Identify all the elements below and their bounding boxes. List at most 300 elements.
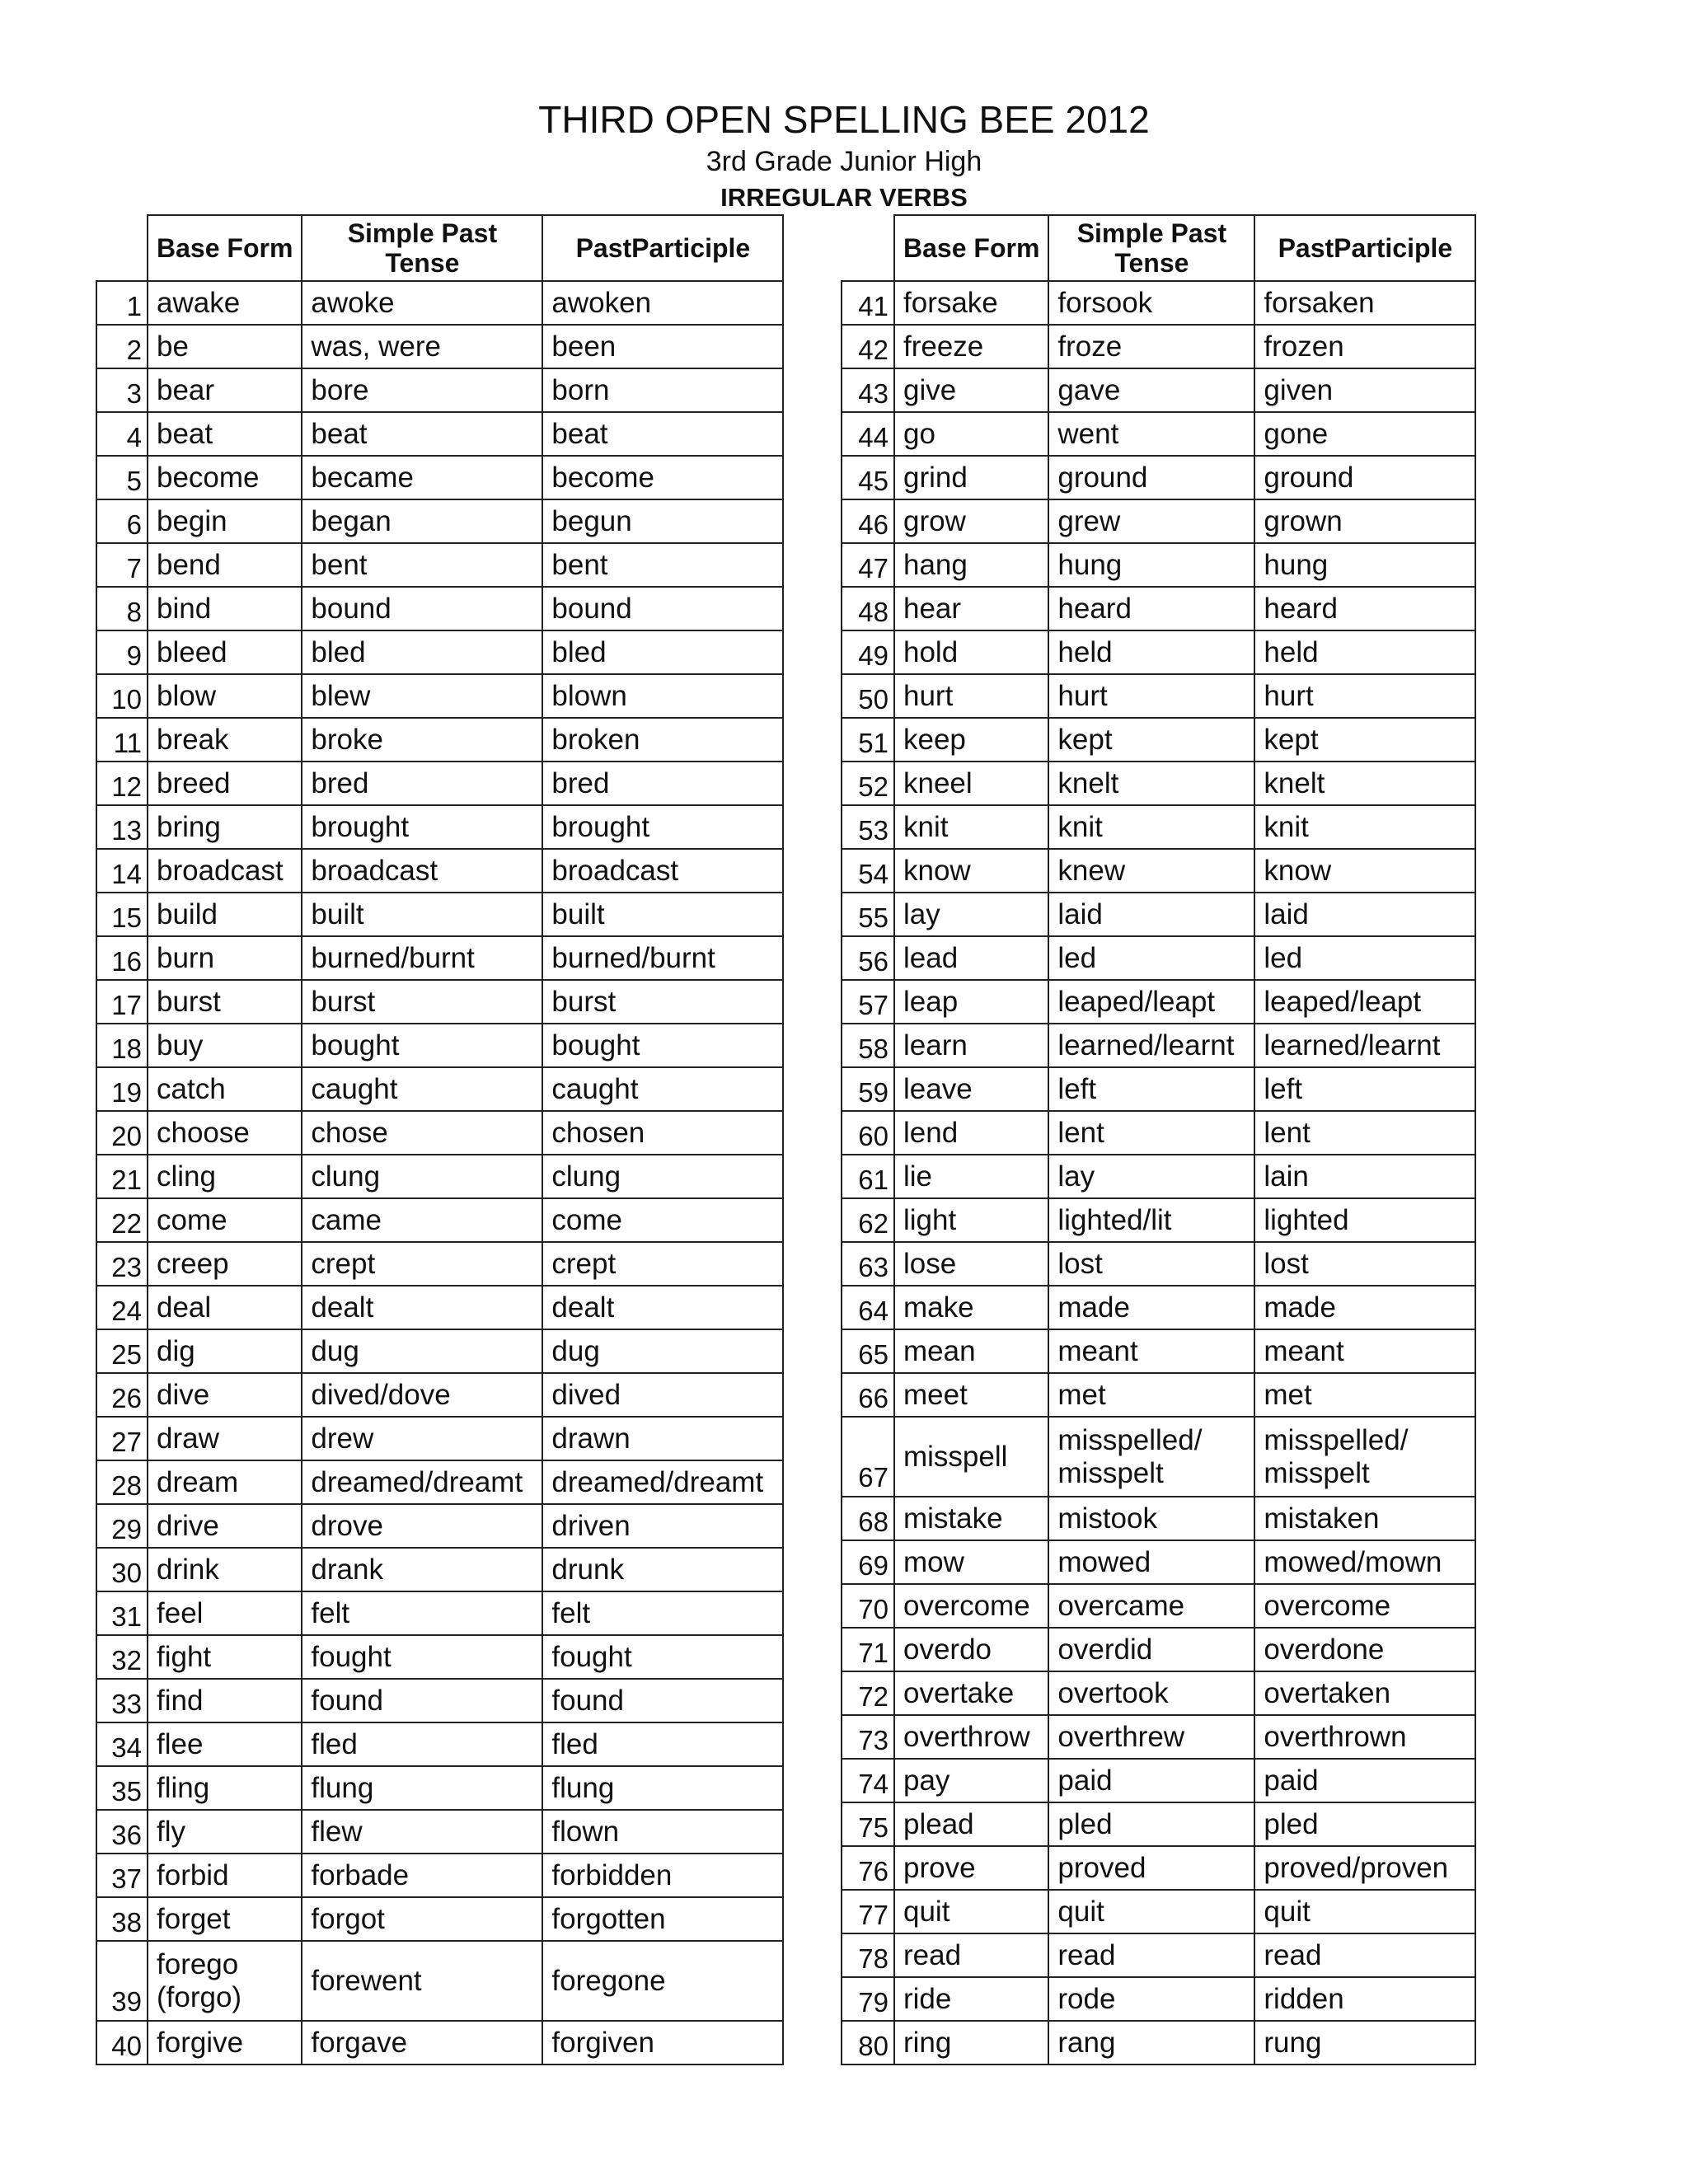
row-number: 29 xyxy=(96,1504,148,1548)
row-number: 13 xyxy=(96,805,148,849)
past-participle-cell: felt xyxy=(542,1591,783,1635)
simple-past-cell: left xyxy=(1048,1067,1254,1111)
table-row xyxy=(842,1846,1475,1890)
base-form-cell: begin xyxy=(148,499,302,543)
simple-past-cell: burned/burnt xyxy=(302,936,542,980)
row-number: 19 xyxy=(96,1067,148,1111)
row-number: 37 xyxy=(96,1854,148,1897)
base-form-cell: flee xyxy=(148,1722,302,1766)
past-participle-cell: bent xyxy=(542,543,783,587)
simple-past-cell: proved xyxy=(1048,1846,1254,1890)
simple-past-cell: knit xyxy=(1048,805,1254,849)
past-participle-cell: knit xyxy=(1254,805,1475,849)
table-row xyxy=(96,1854,783,1897)
simple-past-cell: dealt xyxy=(302,1286,542,1329)
simple-past-cell: bent xyxy=(302,543,542,587)
row-number: 5 xyxy=(96,456,148,499)
row-number: 73 xyxy=(842,1715,894,1759)
row-number: 1 xyxy=(96,281,148,325)
past-participle-cell: fought xyxy=(542,1635,783,1679)
row-number: 2 xyxy=(96,325,148,368)
past-participle-cell: bred xyxy=(542,762,783,805)
table-row xyxy=(96,674,783,718)
table-row xyxy=(96,2021,783,2064)
simple-past-header: Simple Past Tense xyxy=(1048,215,1254,281)
past-participle-cell: heard xyxy=(1254,587,1475,630)
table-row xyxy=(96,980,783,1024)
table-row xyxy=(842,1417,1475,1497)
base-form-header: Base Form xyxy=(894,215,1048,281)
table-row xyxy=(96,1548,783,1591)
past-participle-cell: burned/burnt xyxy=(542,936,783,980)
past-participle-cell: become xyxy=(542,456,783,499)
base-form-cell: dream xyxy=(148,1460,302,1504)
simple-past-cell: broadcast xyxy=(302,849,542,893)
table-row xyxy=(842,499,1475,543)
row-number: 54 xyxy=(842,849,894,893)
row-number: 55 xyxy=(842,893,894,936)
past-participle-cell: lighted xyxy=(1254,1198,1475,1242)
table-row xyxy=(842,762,1475,805)
table-row xyxy=(842,1584,1475,1628)
base-form-cell: ring xyxy=(894,2021,1048,2064)
base-form-cell: find xyxy=(148,1679,302,1722)
table-row xyxy=(842,587,1475,630)
row-number: 18 xyxy=(96,1024,148,1067)
table-row xyxy=(96,630,783,674)
past-participle-cell: mistaken xyxy=(1254,1497,1475,1540)
base-form-cell: forbid xyxy=(148,1854,302,1897)
table-row xyxy=(96,1373,783,1417)
simple-past-cell: lent xyxy=(1048,1111,1254,1155)
past-participle-cell: made xyxy=(1254,1286,1475,1329)
past-participle-cell: overthrown xyxy=(1254,1715,1475,1759)
past-participle-cell: fled xyxy=(542,1722,783,1766)
base-form-cell: be xyxy=(148,325,302,368)
simple-past-cell: awoke xyxy=(302,281,542,325)
base-form-cell: knit xyxy=(894,805,1048,849)
row-number: 23 xyxy=(96,1242,148,1286)
base-form-cell: go xyxy=(894,412,1048,456)
simple-past-cell: paid xyxy=(1048,1759,1254,1802)
past-participle-cell: knelt xyxy=(1254,762,1475,805)
past-participle-cell: know xyxy=(1254,849,1475,893)
table-row xyxy=(96,1024,783,1067)
table-row xyxy=(842,2021,1475,2064)
simple-past-cell: misspelled/ misspelt xyxy=(1048,1417,1254,1497)
row-number: 40 xyxy=(96,2021,148,2064)
simple-past-cell: gave xyxy=(1048,368,1254,412)
table-row xyxy=(842,1802,1475,1846)
row-number: 33 xyxy=(96,1679,148,1722)
simple-past-cell: fled xyxy=(302,1722,542,1766)
table-row xyxy=(96,368,783,412)
past-participle-cell: broken xyxy=(542,718,783,762)
row-number: 78 xyxy=(842,1933,894,1977)
past-participle-cell: clung xyxy=(542,1155,783,1198)
row-number: 38 xyxy=(96,1897,148,1941)
base-form-cell: light xyxy=(894,1198,1048,1242)
table-row xyxy=(96,1111,783,1155)
past-participle-cell: mowed/mown xyxy=(1254,1540,1475,1584)
past-participle-cell: awoken xyxy=(542,281,783,325)
simple-past-cell: bred xyxy=(302,762,542,805)
table-row xyxy=(96,587,783,630)
table-header-row xyxy=(842,215,1475,281)
base-form-header: Base Form xyxy=(148,215,302,281)
table-row xyxy=(96,543,783,587)
row-number: 64 xyxy=(842,1286,894,1329)
row-number: 51 xyxy=(842,718,894,762)
simple-past-cell: bled xyxy=(302,630,542,674)
base-form-cell: ride xyxy=(894,1977,1048,2021)
simple-past-cell: forsook xyxy=(1048,281,1254,325)
row-number: 6 xyxy=(96,499,148,543)
past-participle-cell: crept xyxy=(542,1242,783,1286)
base-form-cell: grow xyxy=(894,499,1048,543)
past-participle-cell: frozen xyxy=(1254,325,1475,368)
table-row xyxy=(96,325,783,368)
verbs-table-right xyxy=(841,214,1476,2065)
past-participle-cell: met xyxy=(1254,1373,1475,1417)
table-row xyxy=(842,1933,1475,1977)
simple-past-cell: knew xyxy=(1048,849,1254,893)
simple-past-cell: knelt xyxy=(1048,762,1254,805)
row-number: 35 xyxy=(96,1766,148,1810)
page-subtitle: 3rd Grade Junior High xyxy=(706,146,982,177)
row-number: 80 xyxy=(842,2021,894,2064)
past-participle-cell: grown xyxy=(1254,499,1475,543)
table-row xyxy=(842,325,1475,368)
row-number: 59 xyxy=(842,1067,894,1111)
verbs-table-right-body xyxy=(842,281,1475,2064)
past-participle-cell: flown xyxy=(542,1810,783,1854)
simple-past-cell: clung xyxy=(302,1155,542,1198)
table-row xyxy=(842,1715,1475,1759)
past-participle-cell: beat xyxy=(542,412,783,456)
base-form-cell: kneel xyxy=(894,762,1048,805)
table-row xyxy=(842,893,1475,936)
row-number: 4 xyxy=(96,412,148,456)
base-form-cell: leap xyxy=(894,980,1048,1024)
table-row xyxy=(842,1286,1475,1329)
verbs-table-left-body xyxy=(96,281,783,2064)
row-number: 79 xyxy=(842,1977,894,2021)
past-participle-cell: lost xyxy=(1254,1242,1475,1286)
past-participle-cell: ground xyxy=(1254,456,1475,499)
simple-past-cell: burst xyxy=(302,980,542,1024)
simple-past-cell: pled xyxy=(1048,1802,1254,1846)
base-form-cell: forego (forgo) xyxy=(148,1941,302,2021)
table-row xyxy=(842,1111,1475,1155)
simple-past-cell: made xyxy=(1048,1286,1254,1329)
table-row xyxy=(96,1242,783,1286)
row-number: 52 xyxy=(842,762,894,805)
simple-past-cell: fought xyxy=(302,1635,542,1679)
past-participle-cell: lent xyxy=(1254,1111,1475,1155)
verbs-table-left xyxy=(96,214,784,2065)
row-number: 3 xyxy=(96,368,148,412)
past-participle-cell: dived xyxy=(542,1373,783,1417)
row-number: 32 xyxy=(96,1635,148,1679)
table-header-row xyxy=(96,215,783,281)
past-participle-cell: begun xyxy=(542,499,783,543)
table-row xyxy=(96,1286,783,1329)
row-number: 31 xyxy=(96,1591,148,1635)
row-number: 17 xyxy=(96,980,148,1024)
past-participle-cell: hung xyxy=(1254,543,1475,587)
row-number: 60 xyxy=(842,1111,894,1155)
page-title: THIRD OPEN SPELLING BEE 2012 xyxy=(538,98,1150,141)
past-participle-cell: rung xyxy=(1254,2021,1475,2064)
past-participle-cell: quit xyxy=(1254,1890,1475,1933)
base-form-cell: grind xyxy=(894,456,1048,499)
past-participle-cell: bought xyxy=(542,1024,783,1067)
base-form-cell: lend xyxy=(894,1111,1048,1155)
base-form-cell: fight xyxy=(148,1635,302,1679)
simple-past-cell: dived/dove xyxy=(302,1373,542,1417)
simple-past-cell: dreamed/dreamt xyxy=(302,1460,542,1504)
simple-past-cell: froze xyxy=(1048,325,1254,368)
table-row xyxy=(842,1024,1475,1067)
table-row xyxy=(842,1540,1475,1584)
simple-past-cell: hurt xyxy=(1048,674,1254,718)
past-participle-cell: overcome xyxy=(1254,1584,1475,1628)
base-form-cell: bind xyxy=(148,587,302,630)
base-form-cell: blow xyxy=(148,674,302,718)
row-number: 21 xyxy=(96,1155,148,1198)
simple-past-cell: was, were xyxy=(302,325,542,368)
row-number: 22 xyxy=(96,1198,148,1242)
base-form-cell: buy xyxy=(148,1024,302,1067)
past-participle-cell: forbidden xyxy=(542,1854,783,1897)
past-participle-cell: built xyxy=(542,893,783,936)
table-row xyxy=(842,1242,1475,1286)
base-form-cell: hear xyxy=(894,587,1048,630)
past-participle-cell: overdone xyxy=(1254,1628,1475,1671)
past-participle-cell: caught xyxy=(542,1067,783,1111)
row-number: 62 xyxy=(842,1198,894,1242)
table-row xyxy=(842,849,1475,893)
simple-past-cell: lighted/lit xyxy=(1048,1198,1254,1242)
past-participle-cell: dreamed/dreamt xyxy=(542,1460,783,1504)
row-number: 30 xyxy=(96,1548,148,1591)
simple-past-cell: caught xyxy=(302,1067,542,1111)
row-number: 34 xyxy=(96,1722,148,1766)
table-row xyxy=(842,412,1475,456)
table-row xyxy=(842,805,1475,849)
simple-past-cell: bound xyxy=(302,587,542,630)
row-number: 76 xyxy=(842,1846,894,1890)
simple-past-cell: laid xyxy=(1048,893,1254,936)
row-number: 41 xyxy=(842,281,894,325)
table-row xyxy=(96,499,783,543)
base-form-cell: choose xyxy=(148,1111,302,1155)
base-form-cell: forsake xyxy=(894,281,1048,325)
past-participle-cell: lain xyxy=(1254,1155,1475,1198)
simple-past-cell: held xyxy=(1048,630,1254,674)
row-number: 45 xyxy=(842,456,894,499)
simple-past-cell: heard xyxy=(1048,587,1254,630)
section-heading: IRREGULAR VERBS xyxy=(720,183,968,212)
table-row xyxy=(96,1722,783,1766)
table-row xyxy=(96,762,783,805)
base-form-cell: mistake xyxy=(894,1497,1048,1540)
past-participle-cell: ridden xyxy=(1254,1977,1475,2021)
simple-past-cell: read xyxy=(1048,1933,1254,1977)
simple-past-cell: drew xyxy=(302,1417,542,1460)
row-number: 56 xyxy=(842,936,894,980)
base-form-cell: give xyxy=(894,368,1048,412)
simple-past-cell: hung xyxy=(1048,543,1254,587)
row-number: 36 xyxy=(96,1810,148,1854)
simple-past-cell: flung xyxy=(302,1766,542,1810)
base-form-cell: lay xyxy=(894,893,1048,936)
table-row xyxy=(842,281,1475,325)
table-row xyxy=(842,1198,1475,1242)
base-form-cell: bleed xyxy=(148,630,302,674)
row-number: 39 xyxy=(96,1941,148,2021)
simple-past-cell: forgave xyxy=(302,2021,542,2064)
row-number: 69 xyxy=(842,1540,894,1584)
base-form-cell: plead xyxy=(894,1802,1048,1846)
simple-past-cell: built xyxy=(302,893,542,936)
table-row xyxy=(96,1897,783,1941)
base-form-cell: mow xyxy=(894,1540,1048,1584)
base-form-cell: feel xyxy=(148,1591,302,1635)
row-number: 26 xyxy=(96,1373,148,1417)
table-row xyxy=(842,1497,1475,1540)
table-row xyxy=(96,1417,783,1460)
table-row xyxy=(842,630,1475,674)
simple-past-cell: overdid xyxy=(1048,1628,1254,1671)
base-form-cell: drive xyxy=(148,1504,302,1548)
row-number: 25 xyxy=(96,1329,148,1373)
past-participle-cell: flung xyxy=(542,1766,783,1810)
simple-past-cell: met xyxy=(1048,1373,1254,1417)
row-number: 50 xyxy=(842,674,894,718)
table-row xyxy=(842,1329,1475,1373)
base-form-cell: keep xyxy=(894,718,1048,762)
base-form-cell: overthrow xyxy=(894,1715,1048,1759)
simple-past-cell: bore xyxy=(302,368,542,412)
past-participle-cell: burst xyxy=(542,980,783,1024)
row-number: 48 xyxy=(842,587,894,630)
past-participle-cell: overtaken xyxy=(1254,1671,1475,1715)
base-form-cell: mean xyxy=(894,1329,1048,1373)
past-participle-cell: given xyxy=(1254,368,1475,412)
table-row xyxy=(96,718,783,762)
past-participle-cell: foregone xyxy=(542,1941,783,2021)
row-number: 7 xyxy=(96,543,148,587)
simple-past-cell: drove xyxy=(302,1504,542,1548)
row-number: 57 xyxy=(842,980,894,1024)
past-participle-cell: bled xyxy=(542,630,783,674)
simple-past-cell: blew xyxy=(302,674,542,718)
table-row xyxy=(96,281,783,325)
past-participle-cell: been xyxy=(542,325,783,368)
simple-past-cell: overcame xyxy=(1048,1584,1254,1628)
base-form-cell: hang xyxy=(894,543,1048,587)
base-form-cell: prove xyxy=(894,1846,1048,1890)
base-form-cell: learn xyxy=(894,1024,1048,1067)
simple-past-cell: flew xyxy=(302,1810,542,1854)
base-form-cell: burn xyxy=(148,936,302,980)
base-form-cell: fly xyxy=(148,1810,302,1854)
row-number: 10 xyxy=(96,674,148,718)
table-row xyxy=(96,1941,783,2021)
past-participle-cell: meant xyxy=(1254,1329,1475,1373)
base-form-cell: leave xyxy=(894,1067,1048,1111)
base-form-cell: lie xyxy=(894,1155,1048,1198)
base-form-cell: quit xyxy=(894,1890,1048,1933)
simple-past-cell: bought xyxy=(302,1024,542,1067)
row-number: 44 xyxy=(842,412,894,456)
past-participle-cell: kept xyxy=(1254,718,1475,762)
simple-past-cell: leaped/leapt xyxy=(1048,980,1254,1024)
table-row xyxy=(96,1591,783,1635)
simple-past-cell: drank xyxy=(302,1548,542,1591)
past-participle-cell: bound xyxy=(542,587,783,630)
past-participle-cell: chosen xyxy=(542,1111,783,1155)
row-number: 66 xyxy=(842,1373,894,1417)
simple-past-cell: crept xyxy=(302,1242,542,1286)
number-column-header xyxy=(842,215,894,281)
base-form-cell: creep xyxy=(148,1242,302,1286)
row-number: 16 xyxy=(96,936,148,980)
past-participle-cell: laid xyxy=(1254,893,1475,936)
past-participle-cell: dug xyxy=(542,1329,783,1373)
row-number: 20 xyxy=(96,1111,148,1155)
simple-past-cell: led xyxy=(1048,936,1254,980)
base-form-cell: bear xyxy=(148,368,302,412)
simple-past-cell: dug xyxy=(302,1329,542,1373)
simple-past-cell: lay xyxy=(1048,1155,1254,1198)
base-form-cell: lose xyxy=(894,1242,1048,1286)
row-number: 14 xyxy=(96,849,148,893)
base-form-cell: freeze xyxy=(894,325,1048,368)
row-number: 77 xyxy=(842,1890,894,1933)
table-row xyxy=(96,1635,783,1679)
past-participle-cell: hurt xyxy=(1254,674,1475,718)
simple-past-cell: ground xyxy=(1048,456,1254,499)
base-form-cell: make xyxy=(894,1286,1048,1329)
past-participle-cell: blown xyxy=(542,674,783,718)
row-number: 68 xyxy=(842,1497,894,1540)
past-participle-header: PastParticiple xyxy=(1254,215,1475,281)
simple-past-cell: grew xyxy=(1048,499,1254,543)
past-participle-cell: paid xyxy=(1254,1759,1475,1802)
simple-past-cell: forgot xyxy=(302,1897,542,1941)
past-participle-cell: forgotten xyxy=(542,1897,783,1941)
base-form-cell: hurt xyxy=(894,674,1048,718)
table-row xyxy=(842,1628,1475,1671)
row-number: 24 xyxy=(96,1286,148,1329)
base-form-cell: meet xyxy=(894,1373,1048,1417)
past-participle-cell: learned/learnt xyxy=(1254,1024,1475,1067)
base-form-cell: break xyxy=(148,718,302,762)
base-form-cell: come xyxy=(148,1198,302,1242)
past-participle-cell: broadcast xyxy=(542,849,783,893)
row-number: 67 xyxy=(842,1417,894,1497)
table-row xyxy=(842,1067,1475,1111)
table-row xyxy=(842,368,1475,412)
row-number: 8 xyxy=(96,587,148,630)
base-form-cell: awake xyxy=(148,281,302,325)
simple-past-cell: began xyxy=(302,499,542,543)
past-participle-cell: come xyxy=(542,1198,783,1242)
row-number: 49 xyxy=(842,630,894,674)
